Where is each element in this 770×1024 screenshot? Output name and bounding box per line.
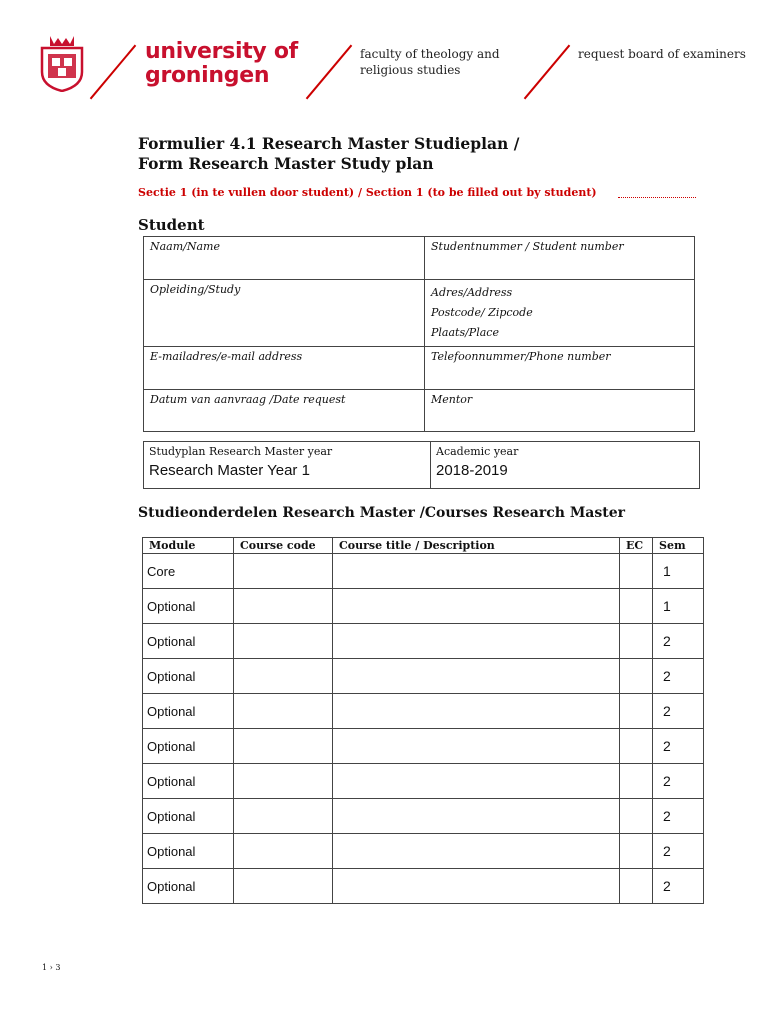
header-divider [524, 45, 571, 100]
course-code-cell[interactable] [234, 764, 333, 799]
course-title-cell[interactable] [333, 554, 620, 589]
sem-cell[interactable]: 2 [653, 764, 704, 799]
mentor-label: Mentor [431, 393, 473, 406]
sem-cell[interactable]: 2 [653, 659, 704, 694]
phone-label: Telefoonnummer/Phone number [431, 350, 611, 363]
ec-cell[interactable] [620, 729, 653, 764]
module-cell[interactable]: Optional [143, 694, 234, 729]
course-code-cell[interactable] [234, 624, 333, 659]
student-number-field[interactable] [425, 237, 695, 280]
table-row [143, 799, 704, 834]
col-course-title: Course title / Description [333, 538, 620, 554]
ec-cell[interactable] [620, 554, 653, 589]
course-title-cell[interactable] [333, 694, 620, 729]
table-row [143, 554, 704, 589]
col-module: Module [143, 538, 234, 554]
brand-line-1: university of [145, 39, 298, 64]
course-code-cell[interactable] [234, 554, 333, 589]
date-request-field[interactable] [144, 390, 425, 432]
module-cell[interactable]: Optional [143, 729, 234, 764]
sem-cell[interactable]: 2 [653, 799, 704, 834]
ec-cell[interactable] [620, 694, 653, 729]
module-cell[interactable]: Optional [143, 589, 234, 624]
studyplan-year-label: Studyplan Research Master year [149, 445, 333, 458]
page-number: 1 › 3 [42, 963, 61, 972]
course-title-cell[interactable] [333, 834, 620, 869]
table-row [143, 834, 704, 869]
zipcode-label: Postcode/ Zipcode [431, 306, 533, 319]
module-cell[interactable]: Optional [143, 764, 234, 799]
course-title-cell[interactable] [333, 729, 620, 764]
header-divider [90, 45, 137, 100]
ec-cell[interactable] [620, 799, 653, 834]
studyplan-year-field[interactable] [144, 442, 431, 489]
mentor-field[interactable] [425, 390, 695, 432]
course-title-cell[interactable] [333, 659, 620, 694]
academic-year-field[interactable] [431, 442, 700, 489]
section-instruction: Sectie 1 (in te vullen door student) / Section 1 (to be filled out by student) [138, 186, 597, 199]
sem-cell[interactable]: 2 [653, 624, 704, 659]
table-row [143, 729, 704, 764]
table-row [143, 694, 704, 729]
academic-year-value: 2018-2019 [436, 462, 508, 479]
col-course-code: Course code [234, 538, 333, 554]
sem-cell[interactable]: 2 [653, 834, 704, 869]
ec-cell[interactable] [620, 624, 653, 659]
form-title-line-1: Formulier 4.1 Research Master Studieplan / [138, 134, 520, 153]
ec-cell[interactable] [620, 834, 653, 869]
dotted-leader [618, 197, 696, 198]
module-cell[interactable]: Optional [143, 834, 234, 869]
course-title-cell[interactable] [333, 589, 620, 624]
address-field[interactable] [425, 280, 695, 347]
course-title-cell[interactable] [333, 799, 620, 834]
course-title-cell[interactable] [333, 624, 620, 659]
course-title-cell[interactable] [333, 869, 620, 904]
email-field[interactable] [144, 347, 425, 390]
course-code-cell[interactable] [234, 869, 333, 904]
ec-cell[interactable] [620, 869, 653, 904]
module-cell[interactable]: Optional [143, 659, 234, 694]
col-ec: EC [620, 538, 653, 554]
email-label: E-mailadres/e-mail address [150, 350, 303, 363]
module-cell[interactable]: Optional [143, 799, 234, 834]
table-row [143, 659, 704, 694]
table-row [143, 869, 704, 904]
course-code-cell[interactable] [234, 589, 333, 624]
course-code-cell[interactable] [234, 694, 333, 729]
student-info-table [143, 236, 695, 432]
table-row [143, 589, 704, 624]
course-code-cell[interactable] [234, 799, 333, 834]
table-row [143, 764, 704, 799]
brand-line-2: groningen [145, 63, 270, 88]
name-label: Naam/Name [150, 240, 221, 253]
ec-cell[interactable] [620, 659, 653, 694]
study-label: Opleiding/Study [150, 283, 241, 296]
course-code-cell[interactable] [234, 729, 333, 764]
department-name: request board of examiners [578, 47, 746, 61]
form-title-line-2: Form Research Master Study plan [138, 154, 434, 173]
address-label: Adres/Address [431, 286, 513, 299]
ec-cell[interactable] [620, 764, 653, 799]
course-title-cell[interactable] [333, 764, 620, 799]
col-sem: Sem [653, 538, 704, 554]
phone-field[interactable] [425, 347, 695, 390]
sem-cell[interactable]: 2 [653, 729, 704, 764]
student-number-label: Studentnummer / Student number [431, 240, 624, 253]
faculty-name: faculty of theology and religious studies [360, 47, 500, 77]
module-cell[interactable]: Core [143, 554, 234, 589]
course-code-cell[interactable] [234, 659, 333, 694]
course-code-cell[interactable] [234, 834, 333, 869]
courses-table [142, 537, 704, 904]
sem-cell[interactable]: 1 [653, 554, 704, 589]
courses-heading: Studieonderdelen Research Master /Courses Research Master [138, 505, 626, 521]
study-field[interactable] [144, 280, 425, 347]
module-cell[interactable]: Optional [143, 869, 234, 904]
ec-cell[interactable] [620, 589, 653, 624]
sem-cell[interactable]: 1 [653, 589, 704, 624]
form-title [138, 134, 519, 174]
date-request-label: Datum van aanvraag /Date request [150, 393, 346, 406]
student-heading: Student [138, 216, 205, 234]
table-row [143, 624, 704, 659]
module-cell[interactable]: Optional [143, 624, 234, 659]
university-crest-logo [38, 34, 86, 92]
name-field[interactable] [144, 237, 425, 280]
academic-year-label: Academic year [436, 445, 519, 458]
university-wordmark [145, 40, 298, 88]
sem-cell[interactable]: 2 [653, 694, 704, 729]
sem-cell[interactable]: 2 [653, 869, 704, 904]
studyplan-year-value: Research Master Year 1 [149, 462, 310, 479]
study-year-table [143, 441, 700, 489]
place-label: Plaats/Place [431, 326, 499, 339]
header-divider [306, 45, 353, 100]
